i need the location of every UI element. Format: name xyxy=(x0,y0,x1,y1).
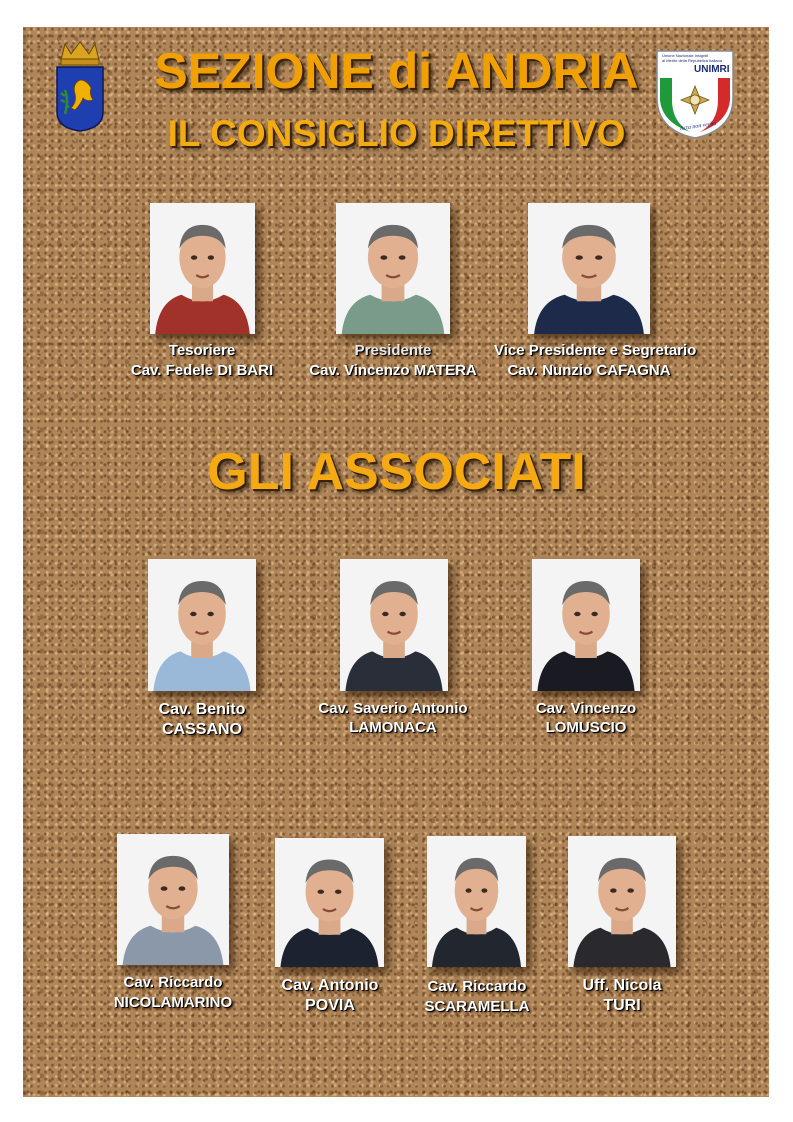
council-name-label: Cav. Nunzio CAFAGNA xyxy=(507,362,671,379)
associate-name-line2: TURI xyxy=(603,997,641,1014)
page-title: SEZIONE di ANDRIA xyxy=(0,42,793,100)
associate-name-line2: LAMONACA xyxy=(349,719,437,736)
portrait-tesoriere xyxy=(150,203,255,334)
council-role-label: Presidente xyxy=(354,342,432,359)
portrait-presidente xyxy=(336,203,450,334)
associate-name-line2: NICOLAMARINO xyxy=(113,994,233,1011)
associate-name-line1: Cav. Saverio Antonio xyxy=(318,700,468,717)
associate-name-line1: Cav. Riccardo xyxy=(123,974,223,991)
associate-name-line1: Uff. Nicola xyxy=(582,977,662,994)
council-role-label: Tesoriere xyxy=(168,342,236,359)
portrait-associate xyxy=(427,836,526,967)
svg-text:Acta non verba: Acta non verba xyxy=(679,121,717,133)
council-name-label: Cav. Fedele DI BARI xyxy=(130,362,274,379)
portrait-vice-presidente xyxy=(528,203,650,334)
portrait-associate xyxy=(148,559,256,691)
council-name-label: Cav. Vincenzo MATERA xyxy=(309,362,477,379)
associate-name-line2: SCARAMELLA xyxy=(424,998,530,1015)
associate-name-line1: Cav. Antonio xyxy=(281,977,379,994)
associate-name-line1: Cav. Benito xyxy=(158,701,246,718)
portrait-associate xyxy=(340,559,448,691)
associates-title: GLI ASSOCIATI xyxy=(207,443,586,501)
portrait-associate xyxy=(532,559,640,691)
associate-name-line1: Cav. Vincenzo xyxy=(535,700,637,717)
associate-name-line2: LOMUSCIO xyxy=(545,719,627,736)
portrait-associate xyxy=(275,838,384,967)
council-role-label: Vice Presidente e Segretario xyxy=(494,342,697,359)
portrait-associate xyxy=(117,834,229,965)
associate-name-line2: CASSANO xyxy=(161,721,242,738)
associate-name-line2: POVIA xyxy=(305,997,355,1014)
associate-name-line1: Cav. Riccardo xyxy=(427,978,527,995)
portrait-associate xyxy=(568,836,676,967)
council-subtitle: IL CONSIGLIO DIRETTIVO xyxy=(167,113,626,154)
